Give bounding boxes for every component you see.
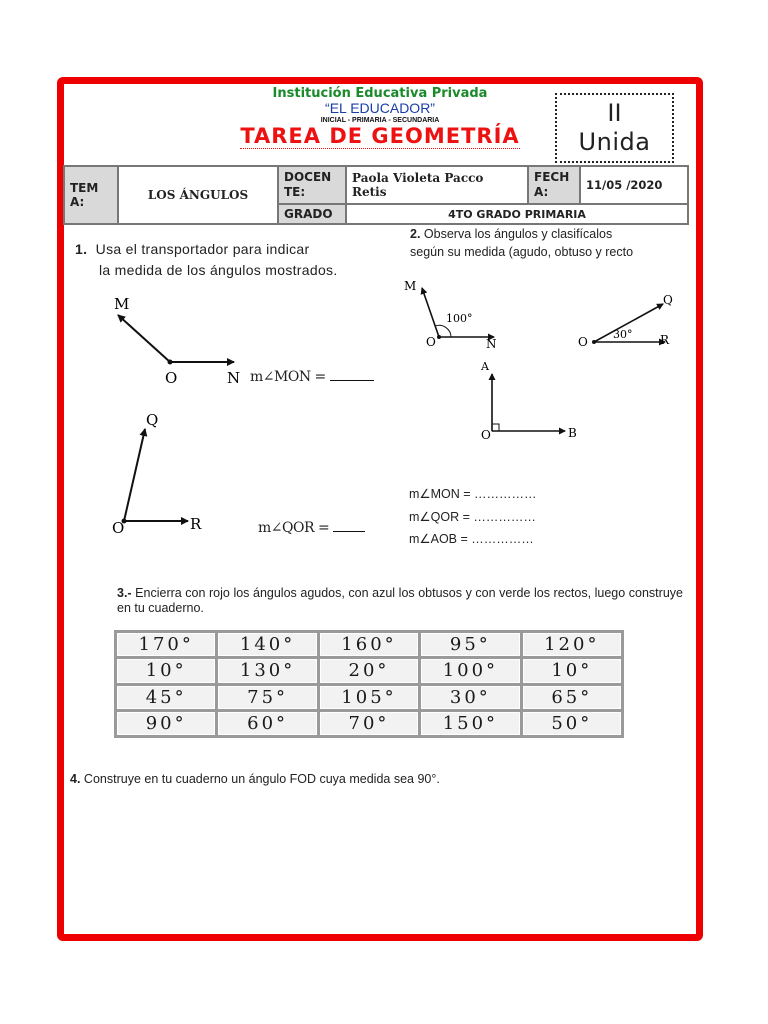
grid-cell[interactable]: 50° <box>521 710 622 736</box>
q3-text: Encierra con rojo los ángulos agudos, con azul los obtusos y con verde los rectos, luego construye en tu cuaderno. <box>117 586 683 615</box>
q2-text-line1: Observa los ángulos y clasifícalos <box>423 227 613 241</box>
info-table <box>63 165 689 225</box>
grid-cell[interactable]: 95° <box>420 632 521 658</box>
label-r: R <box>190 515 202 533</box>
label-o: O <box>481 428 491 442</box>
q1-number: 1. <box>75 241 88 257</box>
grid-row <box>116 710 623 736</box>
q1-eq-qor: m∠QOR = <box>258 520 330 536</box>
label-o: O <box>426 335 436 349</box>
angle-aob-90 <box>480 360 577 442</box>
q3-number: 3.- <box>117 586 132 600</box>
angle-mon-100 <box>404 279 497 351</box>
grid-cell[interactable]: 10° <box>521 658 622 684</box>
grid-cell[interactable]: 140° <box>217 632 318 658</box>
label-r: R <box>660 333 670 347</box>
grid-cell[interactable]: 170° <box>116 632 217 658</box>
q2-number: 2. <box>410 227 421 241</box>
label-o: O <box>165 369 178 387</box>
docente-label: DOCEN TE: <box>278 166 346 204</box>
label-q: Q <box>663 293 673 307</box>
label-m: M <box>114 295 130 313</box>
grid-cell[interactable]: 160° <box>318 632 419 658</box>
grid-cell[interactable]: 105° <box>318 684 419 710</box>
grid-cell[interactable]: 75° <box>217 684 318 710</box>
page-title <box>210 124 550 148</box>
angle-qor-figure <box>112 411 202 537</box>
q4-number: 4. <box>70 772 81 786</box>
label-n: N <box>486 337 497 351</box>
fecha-value: 11/05 /2020 <box>580 166 688 204</box>
grid-cell[interactable]: 45° <box>116 684 217 710</box>
measure-30: 30° <box>613 328 633 341</box>
q4-text: Construye en tu cuaderno un ángulo FOD cuya medida sea 90°. <box>83 772 440 786</box>
answer-blank[interactable] <box>330 380 374 381</box>
q1-angles-figure <box>100 285 390 545</box>
grid-cell[interactable]: 20° <box>318 658 419 684</box>
label-o: O <box>578 335 588 349</box>
grid-cell[interactable]: 30° <box>420 684 521 710</box>
vertex-o <box>168 360 173 365</box>
grid-cell[interactable]: 60° <box>217 710 318 736</box>
question-3 <box>117 586 683 616</box>
grado-label: GRADO <box>278 204 346 224</box>
label-m: M <box>404 279 417 293</box>
ray-om <box>422 288 439 337</box>
angle-qor-30 <box>578 293 673 349</box>
label-q: Q <box>146 411 159 429</box>
grid-cell[interactable]: 130° <box>217 658 318 684</box>
measure-100: 100° <box>446 312 473 325</box>
q1-text-line1: Usa el transportador para indicar <box>95 241 310 257</box>
q1-answer-mon <box>250 369 374 385</box>
question-1 <box>75 239 375 281</box>
fecha-label: FECH A: <box>528 166 580 204</box>
unit-word: Unida <box>578 128 651 156</box>
q1-text-line2: la medida de los ángulos mostrados. <box>99 262 338 278</box>
tema-label: TEM A: <box>64 166 118 224</box>
grid-cell[interactable]: 70° <box>318 710 419 736</box>
q2-answer-aob[interactable]: m∠AOB = …………… <box>409 532 534 546</box>
q2-answer-mon[interactable]: m∠MON = …………… <box>409 487 537 501</box>
unit-box <box>555 93 674 163</box>
label-a: A <box>481 360 489 373</box>
question-4 <box>70 772 670 786</box>
grid-row <box>116 684 623 710</box>
label-b: B <box>568 426 577 440</box>
grid-cell[interactable]: 150° <box>420 710 521 736</box>
unit-number: II <box>607 99 622 127</box>
grid-row <box>116 632 623 658</box>
angles-grid <box>114 630 624 738</box>
question-2 <box>410 225 680 261</box>
grid-cell[interactable]: 90° <box>116 710 217 736</box>
school-name: “EL EDUCADOR” <box>325 100 435 116</box>
label-o: O <box>112 519 125 537</box>
q2-answer-qor[interactable]: m∠QOR = …………… <box>409 510 536 524</box>
grado-value: 4TO GRADO PRIMARIA <box>346 204 688 224</box>
docente-value: Paola Violeta Pacco Retis <box>346 166 528 204</box>
ray-om <box>118 315 170 362</box>
tema-value: LOS ÁNGULOS <box>118 166 278 224</box>
label-n: N <box>227 369 241 387</box>
vertex-o <box>437 335 441 339</box>
q2-angles-figure <box>395 270 695 450</box>
grid-cell[interactable]: 10° <box>116 658 217 684</box>
grid-row <box>116 658 623 684</box>
answer-blank[interactable] <box>333 531 365 532</box>
grid-cell[interactable]: 120° <box>521 632 622 658</box>
right-angle-mark <box>492 424 499 431</box>
vertex-o <box>592 340 596 344</box>
q2-text-line2: según su medida (agudo, obtuso y recto <box>410 245 634 259</box>
q1-answer-qor <box>258 520 365 536</box>
grid-cell[interactable]: 100° <box>420 658 521 684</box>
school-label: Institución Educativa Privada <box>272 86 488 101</box>
q1-eq-mon: m∠MON = <box>250 369 326 385</box>
school-levels: INICIAL - PRIMARIA - SECUNDARIA <box>320 117 440 124</box>
ray-oq <box>124 429 145 521</box>
page-title-text: TAREA DE GEOMETRÍA <box>240 124 520 148</box>
grid-cell[interactable]: 65° <box>521 684 622 710</box>
angle-mon-figure <box>114 295 240 387</box>
